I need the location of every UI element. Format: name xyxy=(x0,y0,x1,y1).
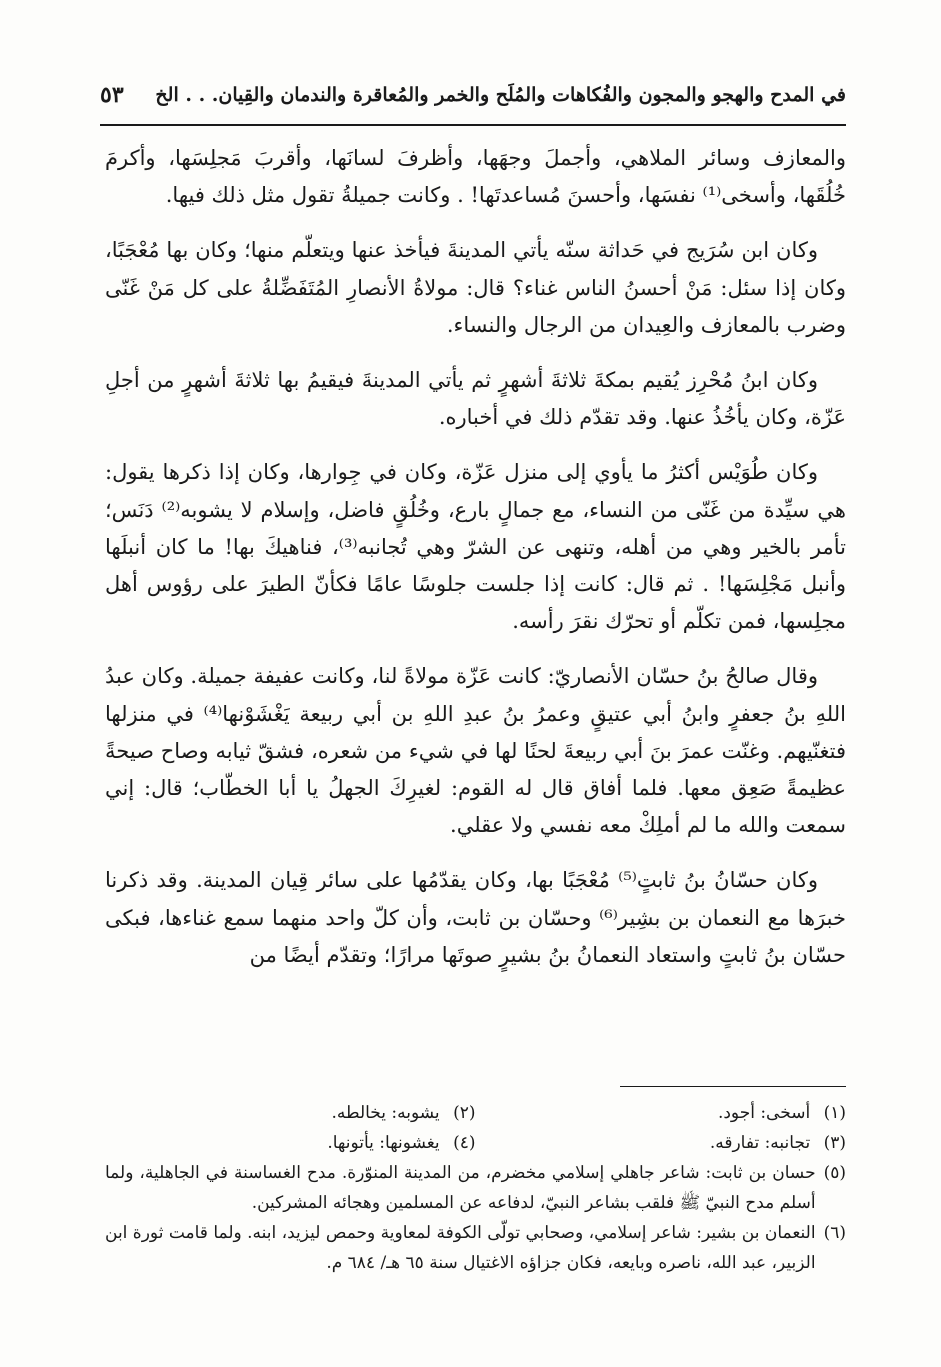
page-number: ٥٣ xyxy=(100,82,124,108)
paragraph-4: وكان طُوَيْس أكثرُ ما يأوي إلى منزل عَزّة، وكان في جِوارها، وكان إذا ذكرها يقول: هي سيِّدة من غَنّى من النساء، مع جمالٍ بارع، وخُلُقٍ فاضل، وإسلام لا يشوبه⁽²⁾ دَنَس؛ تأمر بالخير وهي من أهله، وتنهى عن الشرّ وهي تُجانبه⁽³⁾، فناهيكَ بها! ما كان أنبلَها وأنبل مَجْلِسَها! . ثم قال: كانت إذا جلست جلوسًا عامًا فكأنّ الطيرَ على رؤوس أهل مجلِسها، فمن تكلّم أو تحرّك نقرَ رأسه. xyxy=(105,460,846,634)
footnote-text: حسان بن ثابت: شاعر جاهلي إسلامي مخضرم، من المدينة المنوّرة. مدح الغساسنة في الجاهلية، ولما أسلم مدح النبيّ ﷺ فلقب بشاعر النبيّ، لدفاعه عن المسلمين وهجائه المشركين. xyxy=(105,1163,816,1213)
footnote-5 xyxy=(105,1158,846,1218)
footnote-number: (٢) xyxy=(453,1103,476,1123)
paragraph-6: وكان حسّانُ بنُ ثابتٍ⁽⁵⁾ مُعْجَبًا بها، وكان يقدّمُها على سائر قِيان المدينة. وقد ذكرنا خبرَها مع النعمان بن بشِير⁽⁶⁾ وحسّان بن ثابت، وأن كلّ واحد منهما سمع غناءها، فبكى حسّان بنُ ثابتٍ واستعاد النعمانُ بنُ بشيرٍ صوتَها مرارًا؛ وتقدّم أيضًا من xyxy=(105,868,846,967)
footnote-row xyxy=(105,1098,846,1128)
footnote-text: أسخى: أجود. xyxy=(717,1103,811,1123)
running-header xyxy=(100,78,846,122)
footnotes xyxy=(105,1098,846,1278)
footnote-text: النعمان بن بشير: شاعر إسلامي، وصحابي تولّى الكوفة لمعاوية وحمص ليزيد، ابنه. ولما قامت ثورة ابن الزبير، عبد الله، ناصره وبايعه، فكان جزاؤه الاغتيال سنة ٦٥ هـ/ ٦٨٤ م. xyxy=(105,1223,816,1273)
header-divider xyxy=(100,124,846,126)
paragraph-5: وقال صالحُ بنُ حسّان الأنصاريّ: كانت عَزّة مولاةً لنا، وكانت عفيفة جميلة. وكان عبدُ اللهِ بنُ جعفرٍ وابنُ أبي عتيقٍ وعمرُ بنُ عبدِ اللهِ بن أبي ربيعة يَغْشَوْنها⁽⁴⁾ في منزلها فتغنّيهم. وغنّت عمرَ بنَ أبي ربيعةَ لحنًا لها في شيء من شعره، فشقّ ثيابه وصاح صيحةً عظيمةً صَعِق معها. فلما أفاق قال له القوم: لغيرِكَ الجهلُ يا أبا الخطّاب؛ قال: إني سمعت والله ما لم أملِكْ معه نفسي ولا عقلي. xyxy=(105,664,846,838)
footnote-text: تجانبه: تفارقه. xyxy=(709,1133,811,1153)
footnote-number: (١) xyxy=(823,1103,846,1123)
paragraph-3: وكان ابنُ مُحْرِز يُقيم بمكةَ ثلاثةَ أشهرٍ ثم يأتي المدينةَ فيقيمُ بها ثلاثةَ أشهرٍ من أجلِ عَزّة، وكان يأخُذُ عنها. وقد تقدّم ذلك في أخباره. xyxy=(105,368,846,430)
footnote-divider xyxy=(620,1086,846,1087)
header-title: في المدح والهجو والمجون والفُكاهات والمُلَح والخمر والمُعاقرة والندمان والقِيان. . . الخ xyxy=(155,84,846,106)
footnote-3 xyxy=(476,1128,847,1158)
paragraph-2: وكان ابن سُرَيج في حَداثة سنّه يأتي المدينةَ فيأخذ عنها ويتعلّم منها؛ وكان بها مُعْجَبًا، وكان إذا سئل: مَنْ أحسنُ الناس غناء؟ قال: مولاةُ الأنصارِ المُتَفَضِّلةُ على كل مَنْ غَنّى وضرب بالمعازف والعِيدان من الرجال والنساء. xyxy=(105,238,846,337)
footnote-6 xyxy=(105,1218,846,1278)
footnote-number: (٣) xyxy=(823,1133,846,1153)
main-text xyxy=(105,140,846,992)
footnote-1 xyxy=(476,1098,847,1128)
footnote-row xyxy=(105,1128,846,1158)
footnote-2 xyxy=(105,1098,476,1128)
footnote-4 xyxy=(105,1128,476,1158)
footnote-text: يغشونها: يأتونها. xyxy=(327,1133,440,1153)
footnote-number: (٤) xyxy=(453,1133,476,1153)
footnote-number: (٦) xyxy=(823,1223,846,1243)
footnote-number: (٥) xyxy=(823,1163,846,1183)
paragraph-1: والمعازف وسائر الملاهي، وأجملَ وجهَها، وأظرفَ لسانَها، وأقربَ مَجلِسَها، وأكرمَ خُلُقَها، وأسخى⁽¹⁾ نفسَها، وأحسنَ مُساعدتَها! . وكانت جميلةُ تقول مثل ذلك فيها. xyxy=(105,146,846,208)
footnote-text: يشوبه: يخالطه. xyxy=(331,1103,440,1123)
